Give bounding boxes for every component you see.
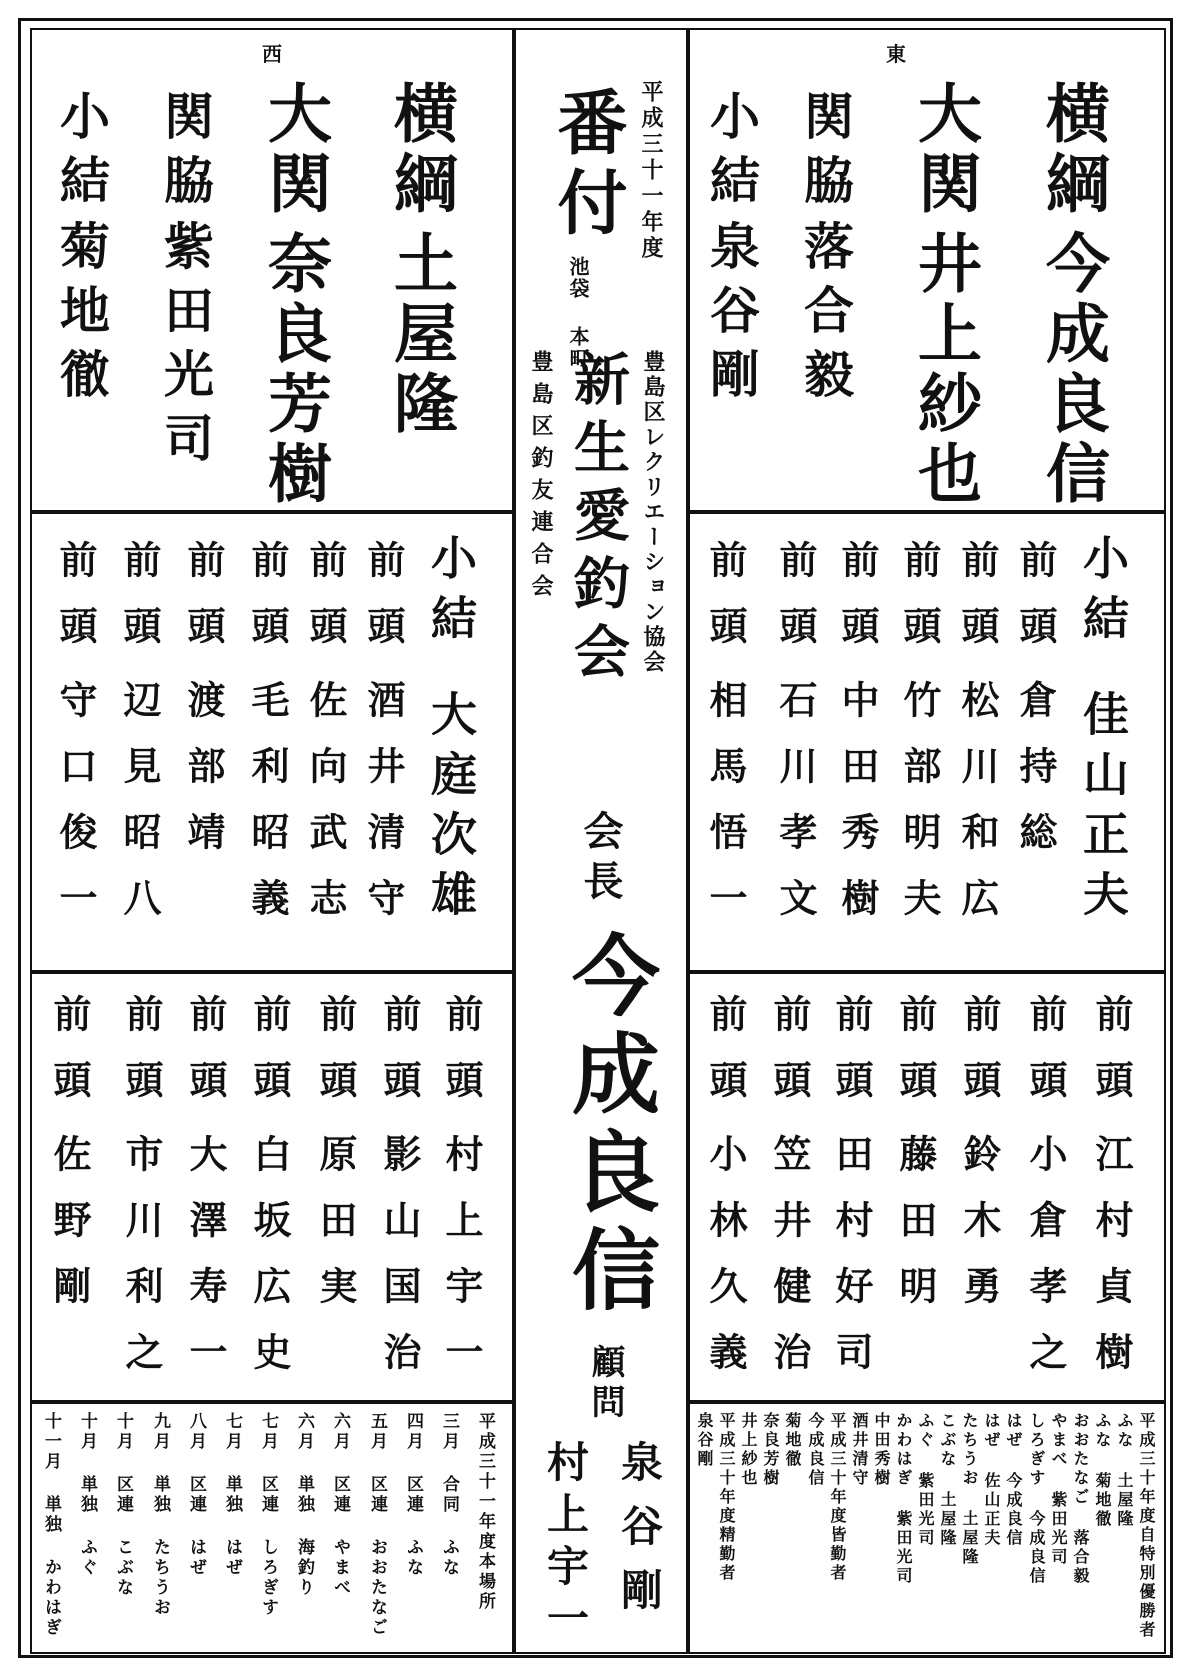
- east-mid-rank-5: 前頭: [773, 540, 818, 672]
- west-bottom-col-11: 十月 単独 ふぐ: [77, 1412, 97, 1578]
- west-top-name-1: 奈良芳樹: [257, 230, 332, 510]
- advisor-label: 顧問: [585, 1344, 625, 1424]
- west-low-name-5: 市川利之: [119, 1134, 164, 1398]
- west-low-rank-5: 前頭: [119, 994, 164, 1126]
- east-mid-name-4: 中田秀樹: [835, 680, 880, 944]
- west-top-rank-2: 関脇: [156, 90, 215, 218]
- east-bottom-col-9: こぶな 土屋隆: [938, 1412, 957, 1548]
- west-bottom-col-6: 七月 区連 しろぎす: [258, 1412, 278, 1618]
- west-low-name-2: 原田実: [313, 1134, 358, 1332]
- east-low-rank-5: 前頭: [767, 994, 812, 1126]
- east-mid-rank-0: 小結: [1076, 534, 1130, 654]
- east-mid-rank-3: 前頭: [897, 540, 942, 672]
- east-low-name-0: 江村貞樹: [1089, 1134, 1134, 1398]
- east-top-rank-2: 関脇: [796, 90, 855, 218]
- east-bottom-col-15: 今成良信: [806, 1412, 825, 1488]
- west-bottom-col-2: 四月 区連 ふな: [403, 1412, 423, 1578]
- advisor-1: 泉谷剛: [615, 1440, 664, 1632]
- east-bottom-col-8: たちうお 土屋隆: [960, 1412, 979, 1567]
- west-bottom-col-5: 六月 単独 海釣り: [294, 1412, 314, 1598]
- year-label: 平成三十一年度: [638, 80, 664, 262]
- west-mid-name-3: 毛利昭義: [245, 680, 290, 944]
- advisor-2: 村上宇一: [541, 1440, 590, 1648]
- east-bottom-col-0: 平成三十年度自特別優勝者: [1137, 1412, 1156, 1640]
- west-low-name-0: 村上宇一: [439, 1134, 484, 1398]
- east-bottom-col-17: 奈良芳樹: [761, 1412, 780, 1488]
- west-mid-rank-1: 前頭: [361, 540, 406, 672]
- west-mid-rank-2: 前頭: [303, 540, 348, 672]
- federation-label: 豊島区釣友連合会: [528, 350, 554, 606]
- east-bottom-col-7: はぜ 佐山正夫: [982, 1412, 1001, 1548]
- president-label: 会長: [577, 810, 624, 910]
- west-mid-name-2: 佐向武志: [303, 680, 348, 944]
- east-bottom-col-2: ふな 菊地徹: [1093, 1412, 1112, 1529]
- east-mid-name-0: 佳山正夫: [1076, 690, 1130, 930]
- west-low-rank-6: 前頭: [47, 994, 92, 1126]
- east-low-rank-2: 前頭: [957, 994, 1002, 1126]
- east-bottom-col-18: 井上紗也: [739, 1412, 758, 1488]
- east-mid-name-1: 倉持総: [1013, 680, 1058, 878]
- west-bottom-col-1: 三月 合同 ふな: [439, 1412, 459, 1578]
- west-top-name-3: 菊地徹: [52, 220, 111, 412]
- west-low-name-4: 大澤寿一: [183, 1134, 228, 1398]
- east-bottom-col-16: 菊地徹: [783, 1412, 802, 1469]
- east-low-rank-6: 前頭: [703, 994, 748, 1126]
- banzuke-title: 番付: [546, 86, 629, 246]
- west-low-name-1: 影山国治: [377, 1134, 422, 1398]
- west-bottom-col-12: 十一月 単独 かわはぎ: [41, 1412, 61, 1638]
- west-low-name-3: 白坂広史: [247, 1134, 292, 1398]
- west-bottom-col-3: 五月 区連 おおたなご: [367, 1412, 387, 1638]
- west-top-rank-1: 大関: [257, 80, 332, 220]
- east-bottom-col-6: はぜ 今成良信: [1004, 1412, 1023, 1548]
- location-label: 池袋 本町: [566, 256, 590, 370]
- east-bottom-col-3: おおたなご 落合毅: [1071, 1412, 1090, 1586]
- west-mid-name-1: 酒井清守: [361, 680, 406, 944]
- east-label: 東: [886, 42, 906, 66]
- east-bottom-col-4: やまべ 紫田光司: [1049, 1412, 1068, 1567]
- west-bottom-col-8: 八月 区連 はぜ: [186, 1412, 206, 1578]
- east-low-name-3: 藤田明: [893, 1134, 938, 1332]
- east-top-rank-0: 横綱: [1035, 80, 1110, 220]
- west-low-rank-4: 前頭: [183, 994, 228, 1126]
- west-mid-rank-5: 前頭: [117, 540, 162, 672]
- east-low-rank-4: 前頭: [829, 994, 874, 1126]
- west-top-name-2: 紫田光司: [156, 220, 215, 476]
- west-mid-rank-0: 小結: [424, 534, 478, 654]
- east-low-rank-1: 前頭: [1023, 994, 1068, 1126]
- east-mid-name-5: 石川孝文: [773, 680, 818, 944]
- president-name: 今成良信: [558, 930, 662, 1322]
- east-bottom-col-20: 泉谷剛: [695, 1412, 714, 1469]
- west-mid-name-6: 守口俊一: [53, 680, 98, 944]
- east-bottom-col-13: 酒井清守: [850, 1412, 869, 1488]
- west-mid-rank-3: 前頭: [245, 540, 290, 672]
- west-bottom-col-4: 六月 区連 やまべ: [330, 1412, 350, 1598]
- east-low-name-1: 小倉孝之: [1023, 1134, 1068, 1398]
- east-bottom-col-14: 平成三十年度皆勤者: [828, 1412, 847, 1583]
- west-top-rank-0: 横綱: [383, 80, 458, 220]
- east-top-name-1: 井上紗也: [907, 230, 982, 510]
- east-bottom-col-10: ふぐ 紫田光司: [916, 1412, 935, 1548]
- west-bottom-col-7: 七月 単独 はぜ: [222, 1412, 242, 1578]
- west-bottom-col-10: 十月 区連 こぶな: [113, 1412, 133, 1598]
- east-low-name-5: 笠井健治: [767, 1134, 812, 1398]
- east-bottom-col-19: 平成三十年度精勤者: [717, 1412, 736, 1583]
- east-low-rank-3: 前頭: [893, 994, 938, 1126]
- east-mid-rank-1: 前頭: [1013, 540, 1058, 672]
- west-top-rank-3: 小結: [52, 90, 111, 218]
- east-low-rank-0: 前頭: [1089, 994, 1134, 1126]
- east-bottom-col-1: ふな 土屋隆: [1115, 1412, 1134, 1529]
- west-mid-name-4: 渡部靖: [181, 680, 226, 878]
- association-label: 豊島区レクリエーション協会: [640, 350, 666, 675]
- west-low-rank-0: 前頭: [439, 994, 484, 1126]
- club-name: 新生愛釣会: [565, 350, 631, 690]
- east-mid-rank-4: 前頭: [835, 540, 880, 672]
- east-mid-name-2: 松川和広: [955, 680, 1000, 944]
- east-low-name-6: 小林久義: [703, 1134, 748, 1398]
- east-bottom-col-11: かわはぎ 紫田光司: [894, 1412, 913, 1586]
- east-bottom-col-5: しろぎす 今成良信: [1027, 1412, 1046, 1586]
- east-mid-name-3: 竹部明夫: [897, 680, 942, 944]
- east-low-name-4: 田村好司: [829, 1134, 874, 1398]
- east-mid-name-6: 相馬悟一: [703, 680, 748, 944]
- west-mid-name-0: 大庭次雄: [424, 690, 478, 930]
- west-low-rank-3: 前頭: [247, 994, 292, 1126]
- east-top-rank-1: 大関: [907, 80, 982, 220]
- west-low-rank-1: 前頭: [377, 994, 422, 1126]
- east-bottom-col-12: 中田秀樹: [872, 1412, 891, 1488]
- east-top-name-0: 今成良信: [1035, 230, 1110, 510]
- east-top-name-3: 泉谷剛: [702, 220, 761, 412]
- west-low-rank-2: 前頭: [313, 994, 358, 1126]
- east-top-name-2: 落合毅: [796, 220, 855, 412]
- east-low-name-2: 鈴木勇: [957, 1134, 1002, 1332]
- west-mid-rank-4: 前頭: [181, 540, 226, 672]
- west-mid-rank-6: 前頭: [53, 540, 98, 672]
- west-label: 西: [262, 42, 282, 66]
- west-top-name-0: 土屋隆: [383, 230, 458, 440]
- east-top-rank-3: 小結: [702, 90, 761, 218]
- east-mid-rank-2: 前頭: [955, 540, 1000, 672]
- west-mid-name-5: 辺見昭八: [117, 680, 162, 944]
- west-bottom-col-9: 九月 単独 たちうお: [150, 1412, 170, 1618]
- east-mid-rank-6: 前頭: [703, 540, 748, 672]
- west-low-name-6: 佐野剛: [47, 1134, 92, 1332]
- west-bottom-col-0: 平成三十一年度本場所: [475, 1412, 495, 1612]
